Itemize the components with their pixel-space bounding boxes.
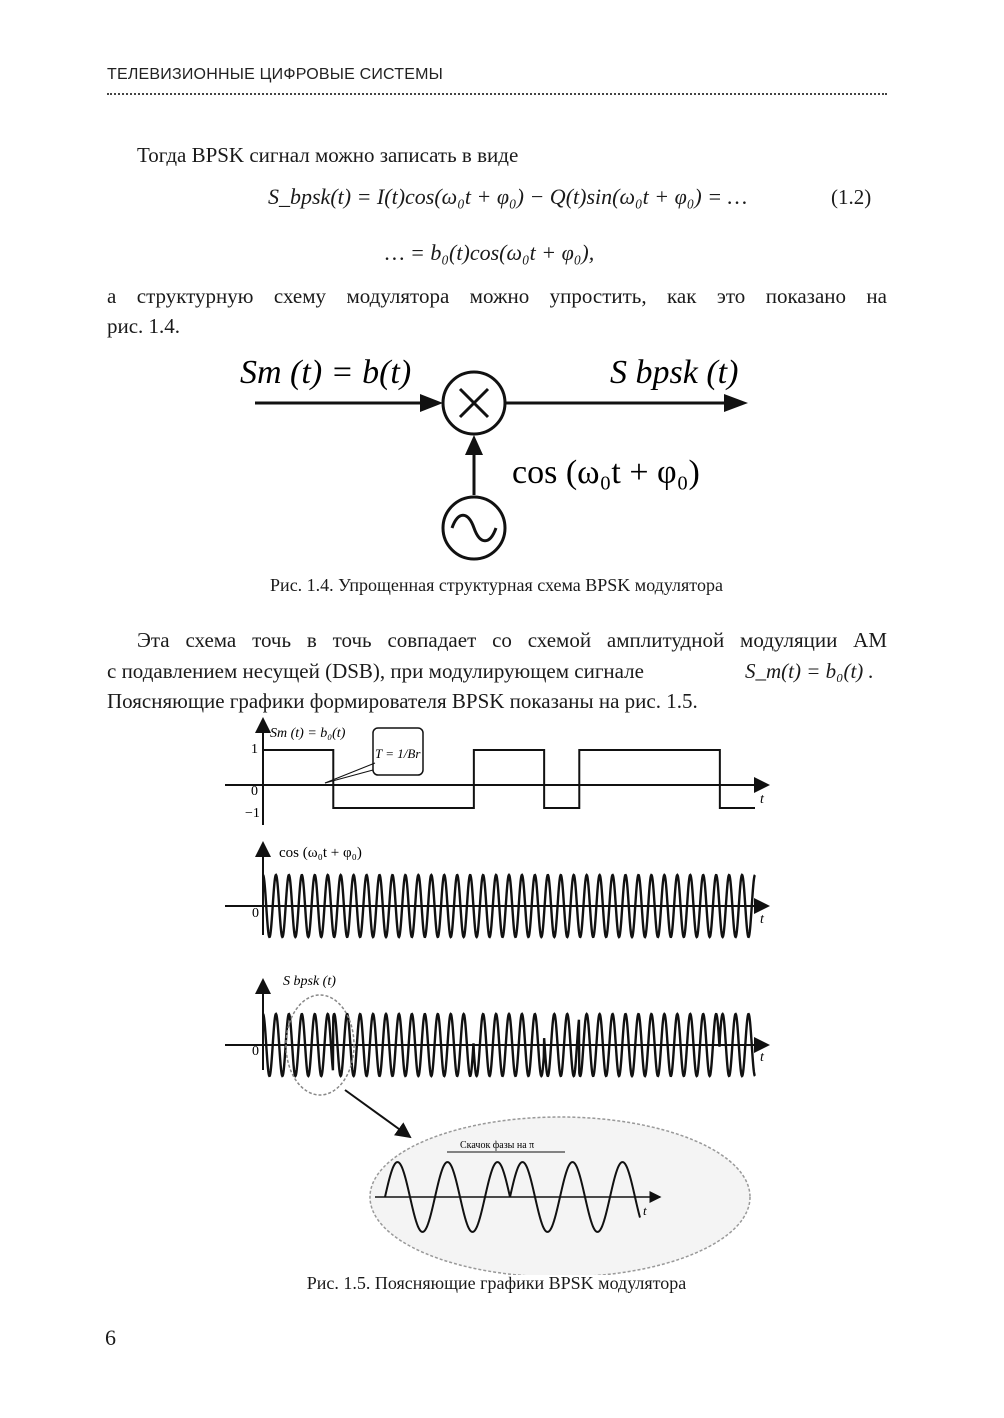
paragraph-2-formula: S_m(t) = b₀(t) . — [745, 659, 874, 683]
bit-signal-line — [263, 750, 755, 808]
figure-1-4-caption: Рис. 1.4. Упрощенная структурная схема BPSK модулятора — [270, 575, 723, 595]
tick-minus1-label: −1 — [245, 806, 260, 821]
period-label: T = 1/Br — [375, 746, 421, 761]
equation-number: (1.2) — [831, 185, 872, 209]
running-header: ТЕЛЕВИЗИОННЫЕ ЦИФРОВЫЕ СИСТЕМЫ — [107, 66, 444, 83]
plot1-axis-t: t — [760, 792, 764, 807]
equation-line-2: … = b₀(t)cos(ω₀t + φ₀), — [385, 240, 595, 265]
plot3-tick-0: 0 — [252, 1044, 259, 1059]
paragraph-2-line-3: Поясняющие графики формирователя BPSK показаны на рис. 1.5. — [107, 689, 698, 713]
figure-1-4-block-diagram — [230, 345, 770, 570]
paragraph-1-line-2: рис. 1.4. — [107, 314, 181, 338]
plot1-label: Sm (t) = b₀(t) — [270, 726, 346, 741]
plot2-axis-t: t — [760, 912, 764, 927]
header-divider — [107, 93, 887, 95]
carrier-arrowhead — [465, 435, 483, 455]
phase-jump-label: Скачок фазы на π — [460, 1140, 535, 1151]
input-arrowhead — [420, 394, 443, 412]
plot3-label: S bpsk (t) — [283, 974, 336, 989]
tick-0-label: 0 — [251, 784, 258, 799]
paragraph-2-line-1: Эта схема точь в точь совпадает со схемой амплитудной модуляции АМ — [137, 628, 887, 652]
zoom-axis-t: t — [643, 1203, 647, 1218]
plot2-tick-0: 0 — [252, 906, 259, 921]
output-label: S bpsk (t) — [610, 354, 739, 391]
plot3-axis-t: t — [760, 1050, 764, 1065]
paragraph-1-line-1: а структурную схему модулятора можно упростить, как это показано на — [107, 284, 887, 308]
tick-1-label: 1 — [251, 742, 258, 757]
page-number: 6 — [105, 1325, 116, 1350]
input-label: Sm (t) = b(t) — [240, 354, 412, 391]
carrier-label: cos (ω₀t + φ₀) — [512, 454, 700, 491]
figure-1-5-plots — [215, 715, 775, 1275]
equation-line-1: S_bpsk(t) = I(t)cos(ω₀t + φ₀) − Q(t)sin(ω₀t + φ₀) = … — [268, 184, 748, 209]
figure-1-5-caption: Рис. 1.5. Поясняющие графики BPSK модулятора — [306, 1273, 687, 1293]
output-arrowhead — [724, 394, 748, 412]
paragraph-2-line-2: с подавлением несущей (DSB), при модулирующем сигнале — [107, 659, 644, 683]
zoom-arrow — [345, 1090, 410, 1137]
plot2-label: cos (ω₀t + φ₀) — [279, 845, 362, 861]
intro-text: Тогда BPSK сигнал можно записать в виде — [137, 143, 519, 167]
